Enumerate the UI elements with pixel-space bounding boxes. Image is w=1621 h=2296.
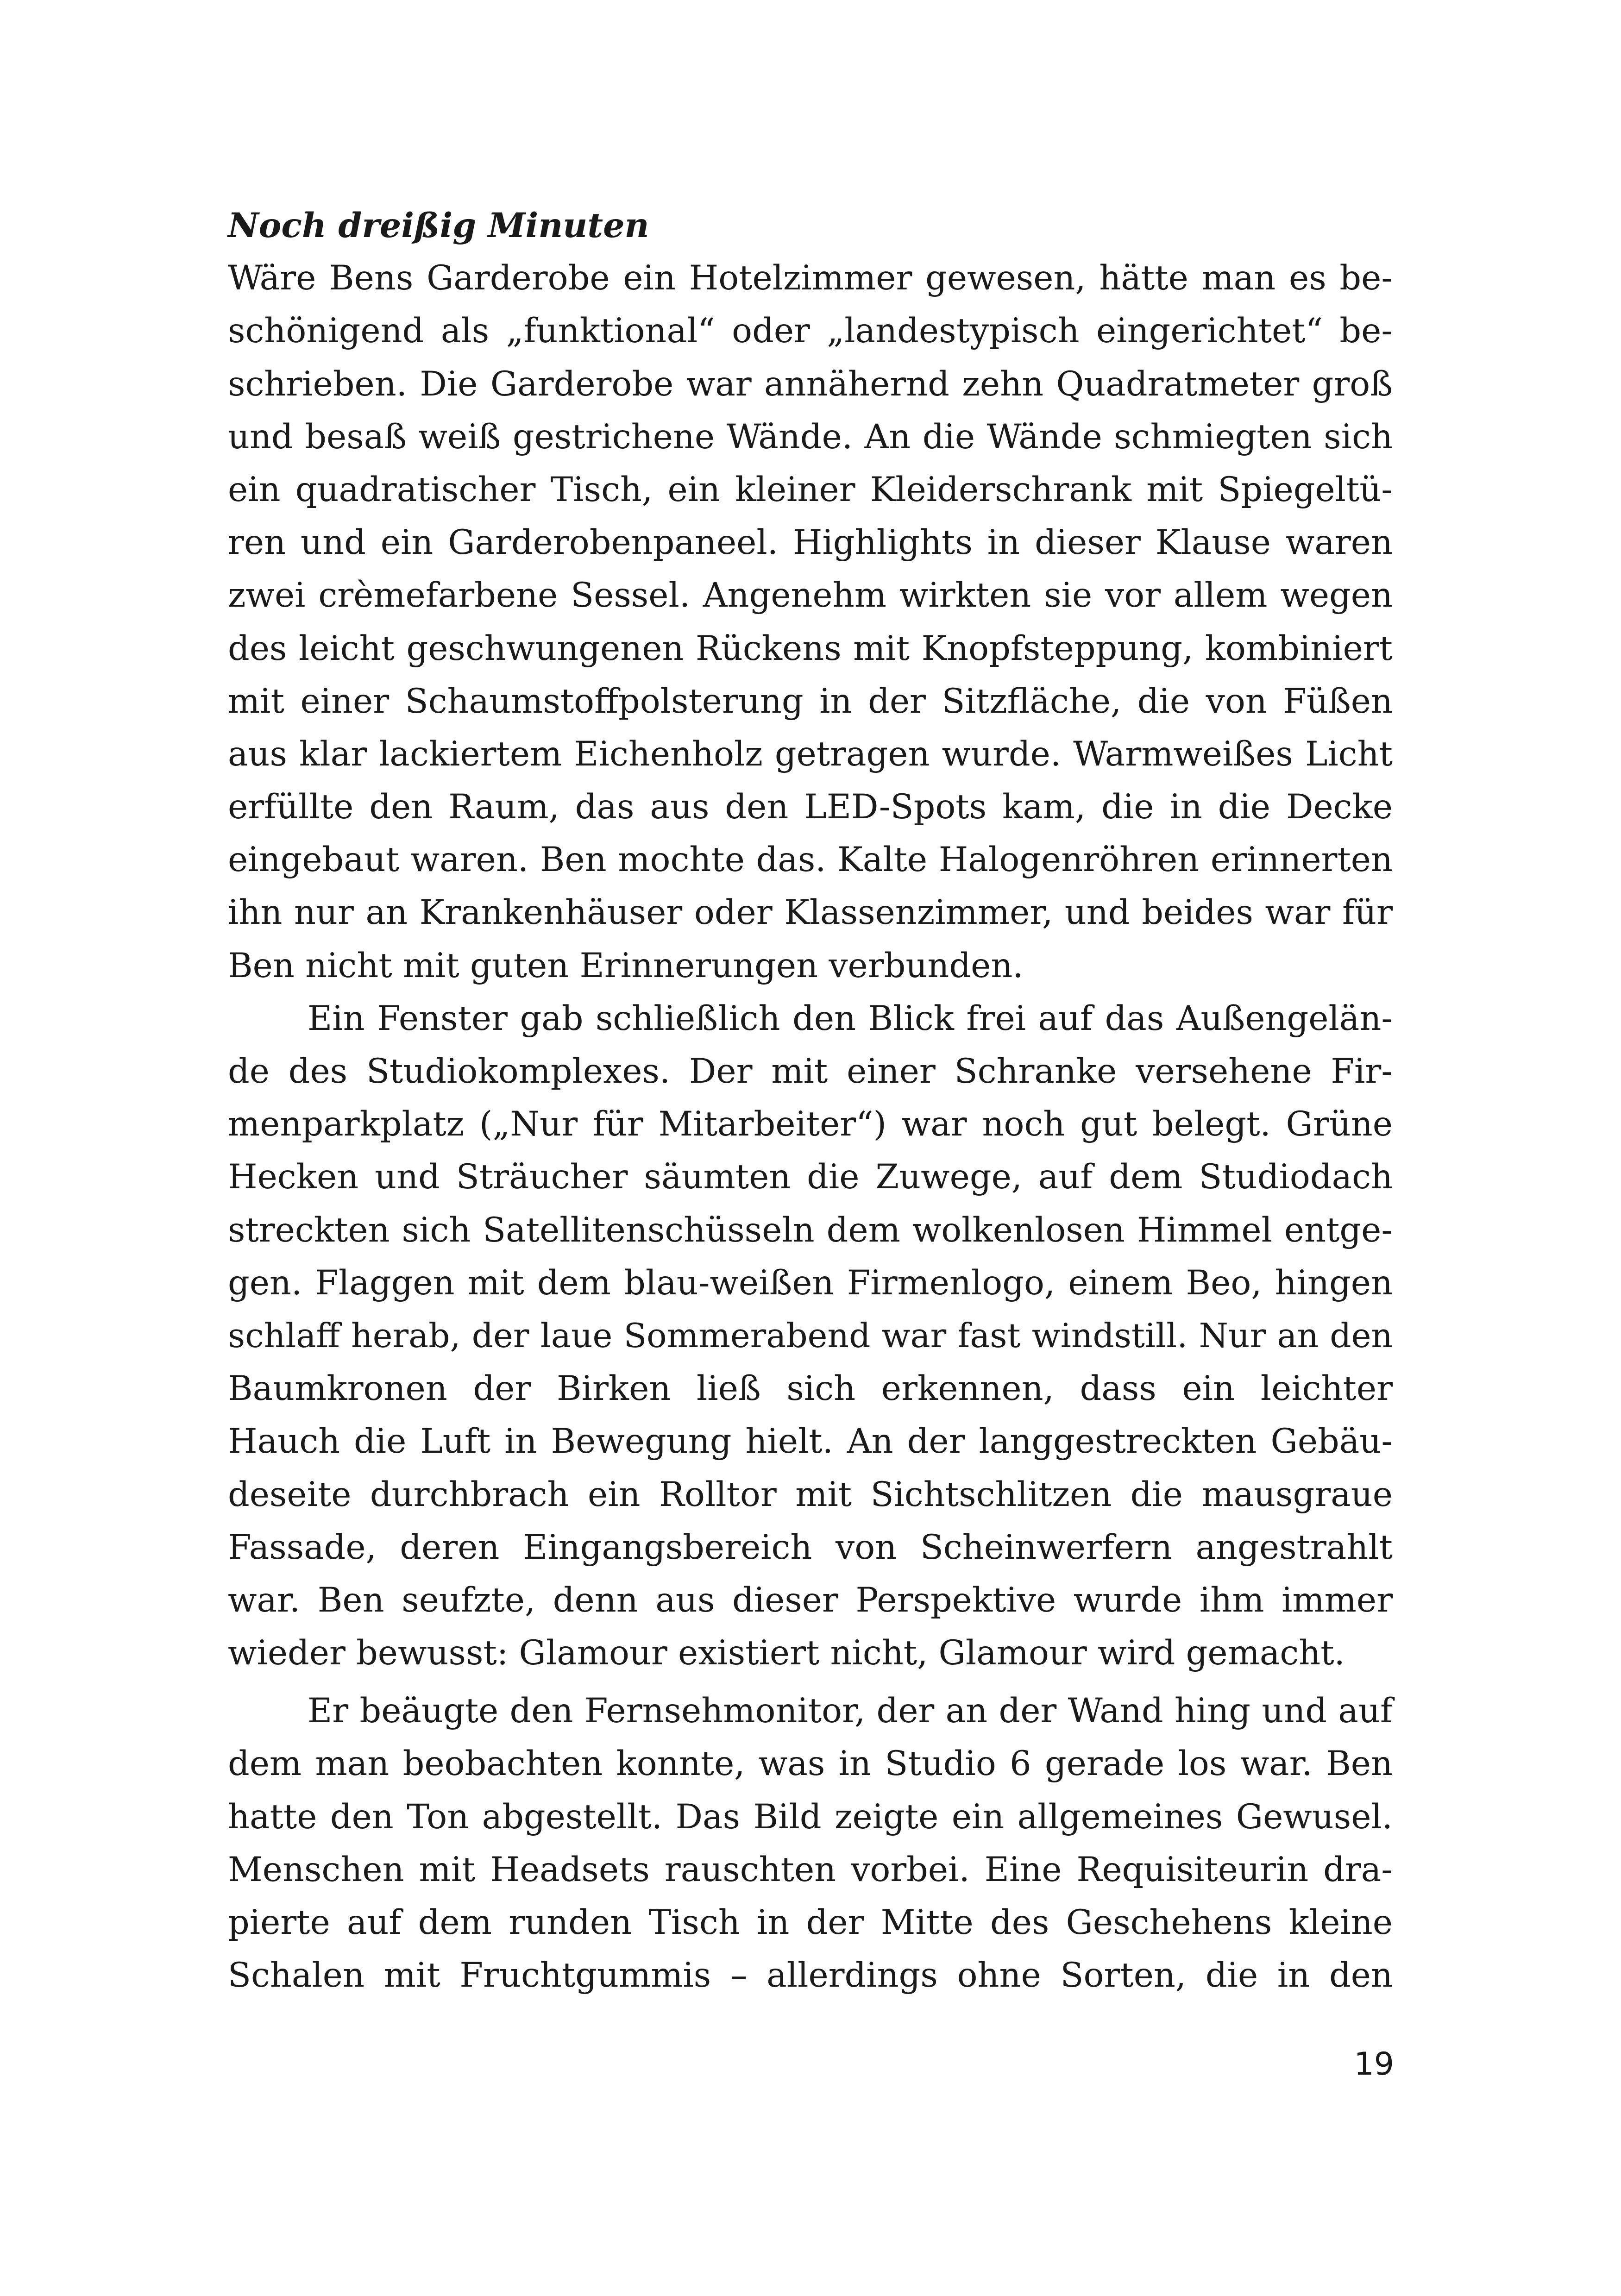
text-line: mit einer Schaumstoffpolsterung in der Sitzfläche, die von Füßen [228, 681, 1393, 721]
page-number: 19 [1354, 2046, 1394, 2083]
text-line: Ein Fenster gab schließlich den Blick frei auf das Außengelän- [308, 998, 1393, 1038]
text-line: des leicht geschwungenen Rückens mit Knopfsteppung, kombiniert [228, 628, 1393, 668]
text-line: eingebaut waren. Ben mochte das. Kalte Halogenröhren erinnerten [228, 840, 1393, 880]
text-line: Hauch die Luft in Bewegung hielt. An der langgestreckten Gebäu- [228, 1422, 1393, 1462]
text-line: de des Studiokomplexes. Der mit einer Schranke versehene Fir- [228, 1052, 1393, 1091]
paragraph-2 [228, 992, 1393, 1680]
paragraph-1 [228, 252, 1393, 992]
body-text [228, 199, 1393, 2002]
text-line: wieder bewusst: Glamour existiert nicht, Glamour wird gemacht. [228, 1633, 1345, 1673]
text-line: streckten sich Satellitenschüsseln dem wolkenlosen Himmel entge- [228, 1210, 1393, 1250]
paragraph-gap [228, 1680, 1393, 1685]
text-line: Baumkronen der Birken ließ sich erkennen, dass ein leichter [228, 1369, 1393, 1409]
text-line: gen. Flaggen mit dem blau-weißen Firmenlogo, einem Beo, hingen [228, 1263, 1393, 1303]
text-line: pierte auf dem runden Tisch in der Mitte des Geschehens kleine [228, 1903, 1393, 1942]
paragraph-3 [228, 1685, 1393, 2002]
text-line: Schalen mit Fruchtgummis – allerdings ohne Sorten, die in den [228, 1956, 1393, 1995]
text-line: war. Ben seufzte, denn aus dieser Perspektive wurde ihm immer [228, 1580, 1393, 1620]
text-line: Hecken und Sträucher säumten die Zuwege, auf dem Studiodach [228, 1157, 1393, 1197]
text-line: hatte den Ton abgestellt. Das Bild zeigte ein allgemeines Gewusel. [228, 1797, 1393, 1837]
text-line: Menschen mit Headsets rauschten vorbei. Eine Requisiteurin dra- [228, 1850, 1393, 1889]
text-line: schlaff herab, der laue Sommerabend war fast windstill. Nur an den [228, 1316, 1393, 1355]
text-line: aus klar lackiertem Eichenholz getragen wurde. Warmweißes Licht [228, 734, 1393, 774]
text-line: schönigend als „funktional“ oder „landestypisch eingerichtet“ be- [228, 311, 1393, 351]
text-line: erfüllte den Raum, das aus den LED-Spots kam, die in die Decke [228, 787, 1393, 827]
text-line: dem man beobachten konnte, was in Studio 6 gerade los war. Ben [228, 1744, 1393, 1784]
text-line: schrieben. Die Garderobe war annähernd zehn Quadratmeter groß [228, 364, 1393, 404]
text-line: ren und ein Garderobenpaneel. Highlights in dieser Klause waren [228, 523, 1393, 563]
text-line: Er beäugte den Fernsehmonitor, der an der Wand hing und auf [308, 1691, 1393, 1731]
text-line: Fassade, deren Eingangsbereich von Scheinwerfern angestrahlt [228, 1527, 1393, 1567]
text-line: zwei crèmefarbene Sessel. Angenehm wirkten sie vor allem wegen [228, 576, 1393, 615]
section-heading: Noch dreißig Minuten [228, 206, 649, 245]
text-line: Ben nicht mit guten Erinnerungen verbunden. [228, 946, 1024, 985]
text-line: deseite durchbrach ein Rolltor mit Sichtschlitzen die mausgraue [228, 1474, 1393, 1514]
text-line: menparkplatz („Nur für Mitarbeiter“) war noch gut belegt. Grüne [228, 1104, 1393, 1144]
text-line: Wäre Bens Garderobe ein Hotelzimmer gewesen, hätte man es be- [228, 258, 1393, 298]
text-line: ein quadratischer Tisch, ein kleiner Kleiderschrank mit Spiegeltü- [228, 470, 1393, 509]
text-line: ihn nur an Krankenhäuser oder Klassenzimmer, und beides war für [228, 893, 1393, 933]
text-line: und besaß weiß gestrichene Wände. An die Wände schmiegten sich [228, 417, 1393, 457]
